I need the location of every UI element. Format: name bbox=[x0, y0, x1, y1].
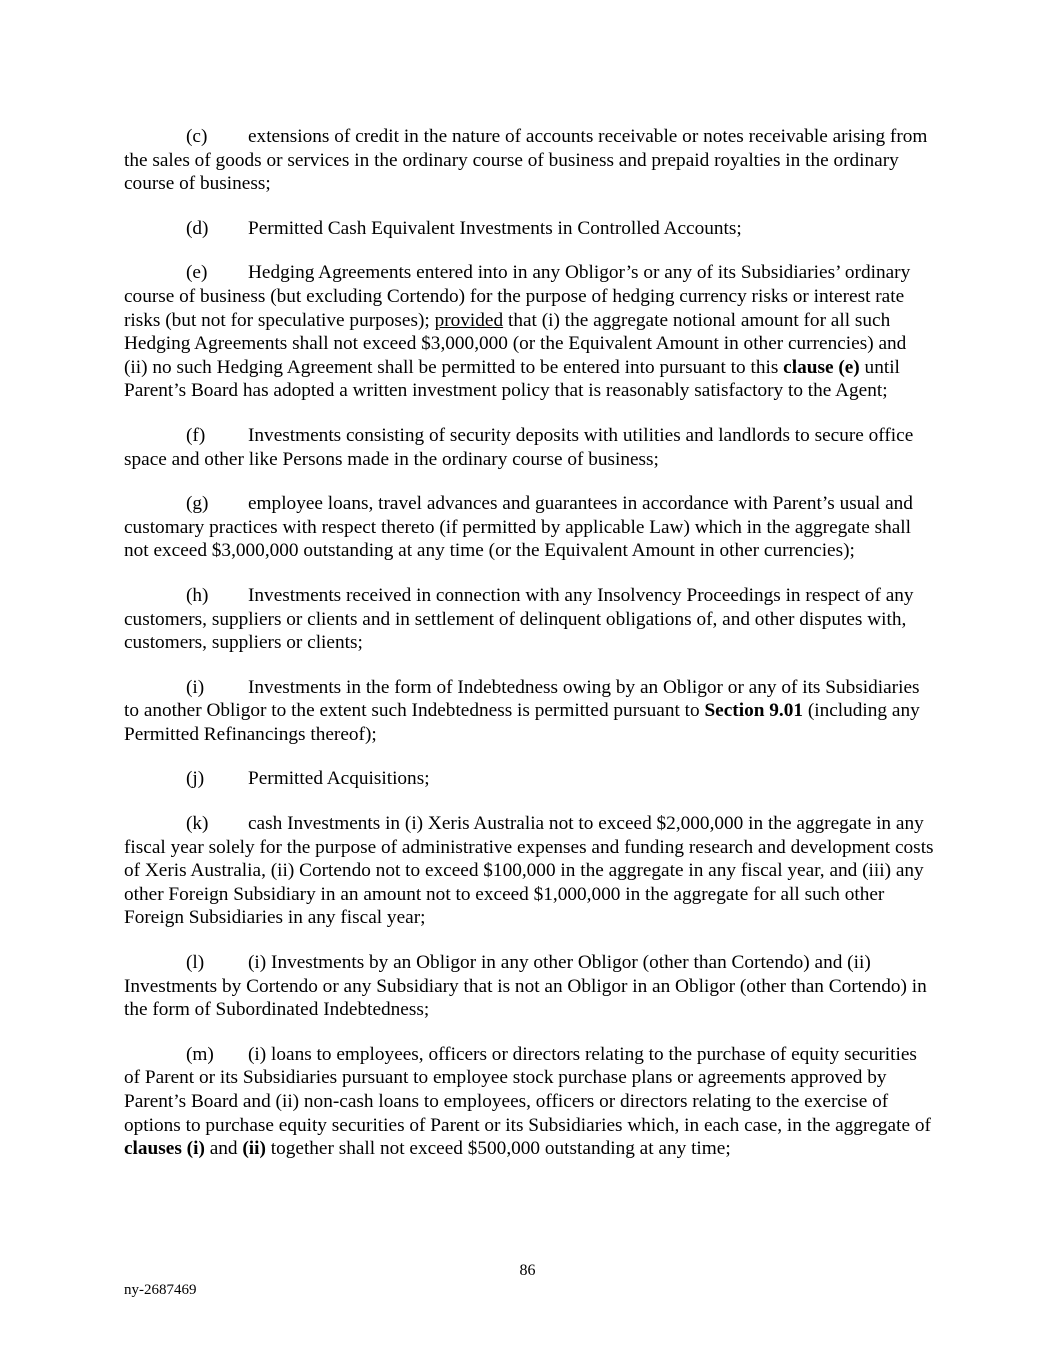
clause-label: (i) bbox=[186, 676, 205, 698]
clause-label: (k) bbox=[186, 813, 209, 835]
clause-text: Permitted Acquisitions; bbox=[248, 768, 430, 790]
clause-text: Investments consisting of security deposits with utilities and landlords to secure office space and other like Persons made in the ordinary course of business; bbox=[124, 424, 914, 470]
clause-label: (f) bbox=[186, 424, 206, 446]
clause-e bbox=[124, 261, 934, 403]
clause-text: employee loans, travel advances and guarantees in accordance with Parent’s usual and customary practices with respect thereto (if permitted by applicable Law) which in the aggregate shall not exceed $3,000,000 outstanding at any time (or the Equivalent Amount in other currencies); bbox=[124, 493, 913, 562]
clause-text: together shall not exceed $500,000 outstanding at any time; bbox=[265, 1138, 731, 1160]
clause-d bbox=[124, 217, 934, 241]
document-id: ny-2687469 bbox=[124, 1282, 197, 1298]
clause-m bbox=[124, 1043, 934, 1161]
clause-label: (g) bbox=[186, 493, 209, 515]
section-reference: Section 9.01 bbox=[704, 700, 803, 722]
clause-label: (d) bbox=[186, 217, 209, 239]
clause-reference: clauses (i) bbox=[124, 1138, 205, 1160]
clause-text: Hedging Agreements entered into in any Obligor’s or any of its Subsidiaries’ ordinary course of business (but excluding Cortendo) for the purpose of hedging currency risks or interest rate risks (but not for speculative purposes); bbox=[124, 262, 911, 331]
clause-label: (e) bbox=[186, 262, 208, 284]
clause-text: (including any Permitted Refinancings thereof); bbox=[124, 700, 920, 745]
clause-k bbox=[124, 812, 934, 930]
clause-text: Permitted Cash Equivalent Investments in Controlled Accounts; bbox=[248, 217, 742, 239]
clause-f bbox=[124, 424, 934, 471]
clause-l bbox=[124, 951, 934, 1022]
clause-text: and bbox=[204, 1138, 243, 1160]
clause-g bbox=[124, 492, 934, 563]
clause-text: Investments received in connection with any Insolvency Proceedings in respect of any customers, suppliers or clients and in settlement of delinquent obligations of, and other disputes with, customers, suppliers or clients; bbox=[124, 584, 914, 654]
clause-text: (i) loans to employees, officers or directors relating to the purchase of equity securities of Parent or its Subsidiaries pursuant to employee stock purchase plans or agreements approved by Parent’s Board and (ii) non-cash loans to employees, officers or directors relating to the exercise of options to purchase equity securities of Parent or its Subsidiaries which, in each case, in the aggregate of bbox=[124, 1043, 931, 1136]
clause-text: Investments in the form of Indebtedness owing by an Obligor or any of its Subsidiaries to another Obligor to the extent such Indebtedness is permitted pursuant to bbox=[124, 676, 920, 722]
clause-text: until Parent’s Board has adopted a written investment policy that is reasonably satisfactory to the Agent; bbox=[124, 356, 900, 402]
clause-c bbox=[124, 125, 934, 196]
clause-reference: clause (e) bbox=[783, 356, 860, 378]
provided-term: provided bbox=[434, 309, 504, 331]
clause-h bbox=[124, 584, 934, 655]
document-body bbox=[124, 125, 934, 1182]
clause-label: (l) bbox=[186, 952, 205, 974]
clause-j bbox=[124, 767, 934, 791]
clause-label: (j) bbox=[186, 768, 205, 790]
clause-reference: (ii) bbox=[242, 1138, 266, 1160]
page-number: 86 bbox=[519, 1262, 536, 1279]
clause-text: cash Investments in (i) Xeris Australia not to exceed $2,000,000 in the aggregate in any fiscal year solely for the purpose of administrative expenses and funding research and development costs of Xeris Australia, (ii) Cortendo not to exceed $100,000 in the aggregate in any fiscal year, and (iii) any other Foreign Subsidiary in an amount not to exceed $1,000,000 in the aggregate for all such other Foreign Subsidiaries in any fiscal year; bbox=[124, 813, 934, 929]
clause-label: (c) bbox=[186, 126, 208, 147]
clause-label: (h) bbox=[186, 584, 209, 606]
clause-i bbox=[124, 676, 934, 747]
clause-text: extensions of credit in the nature of accounts receivable or notes receivable arising from the sales of goods or services in the ordinary course of business and prepaid royalties in the ordinary course of business; bbox=[124, 126, 928, 195]
clause-text: that (i) the aggregate notional amount for all such Hedging Agreements shall not exceed $3,000,000 (or the Equivalent Amount in other currencies) and (ii) no such Hedging Agreement shall be permitted to be entered into pursuant to this bbox=[124, 309, 907, 378]
clause-label: (m) bbox=[186, 1043, 214, 1065]
clause-text: (i) Investments by an Obligor in any other Obligor (other than Cortendo) and (ii) Investments by Cortendo or any Subsidiary that is not an Obligor in an Obligor (other than Cortendo) in the form of Subordinated Indebtedness; bbox=[124, 952, 927, 1021]
